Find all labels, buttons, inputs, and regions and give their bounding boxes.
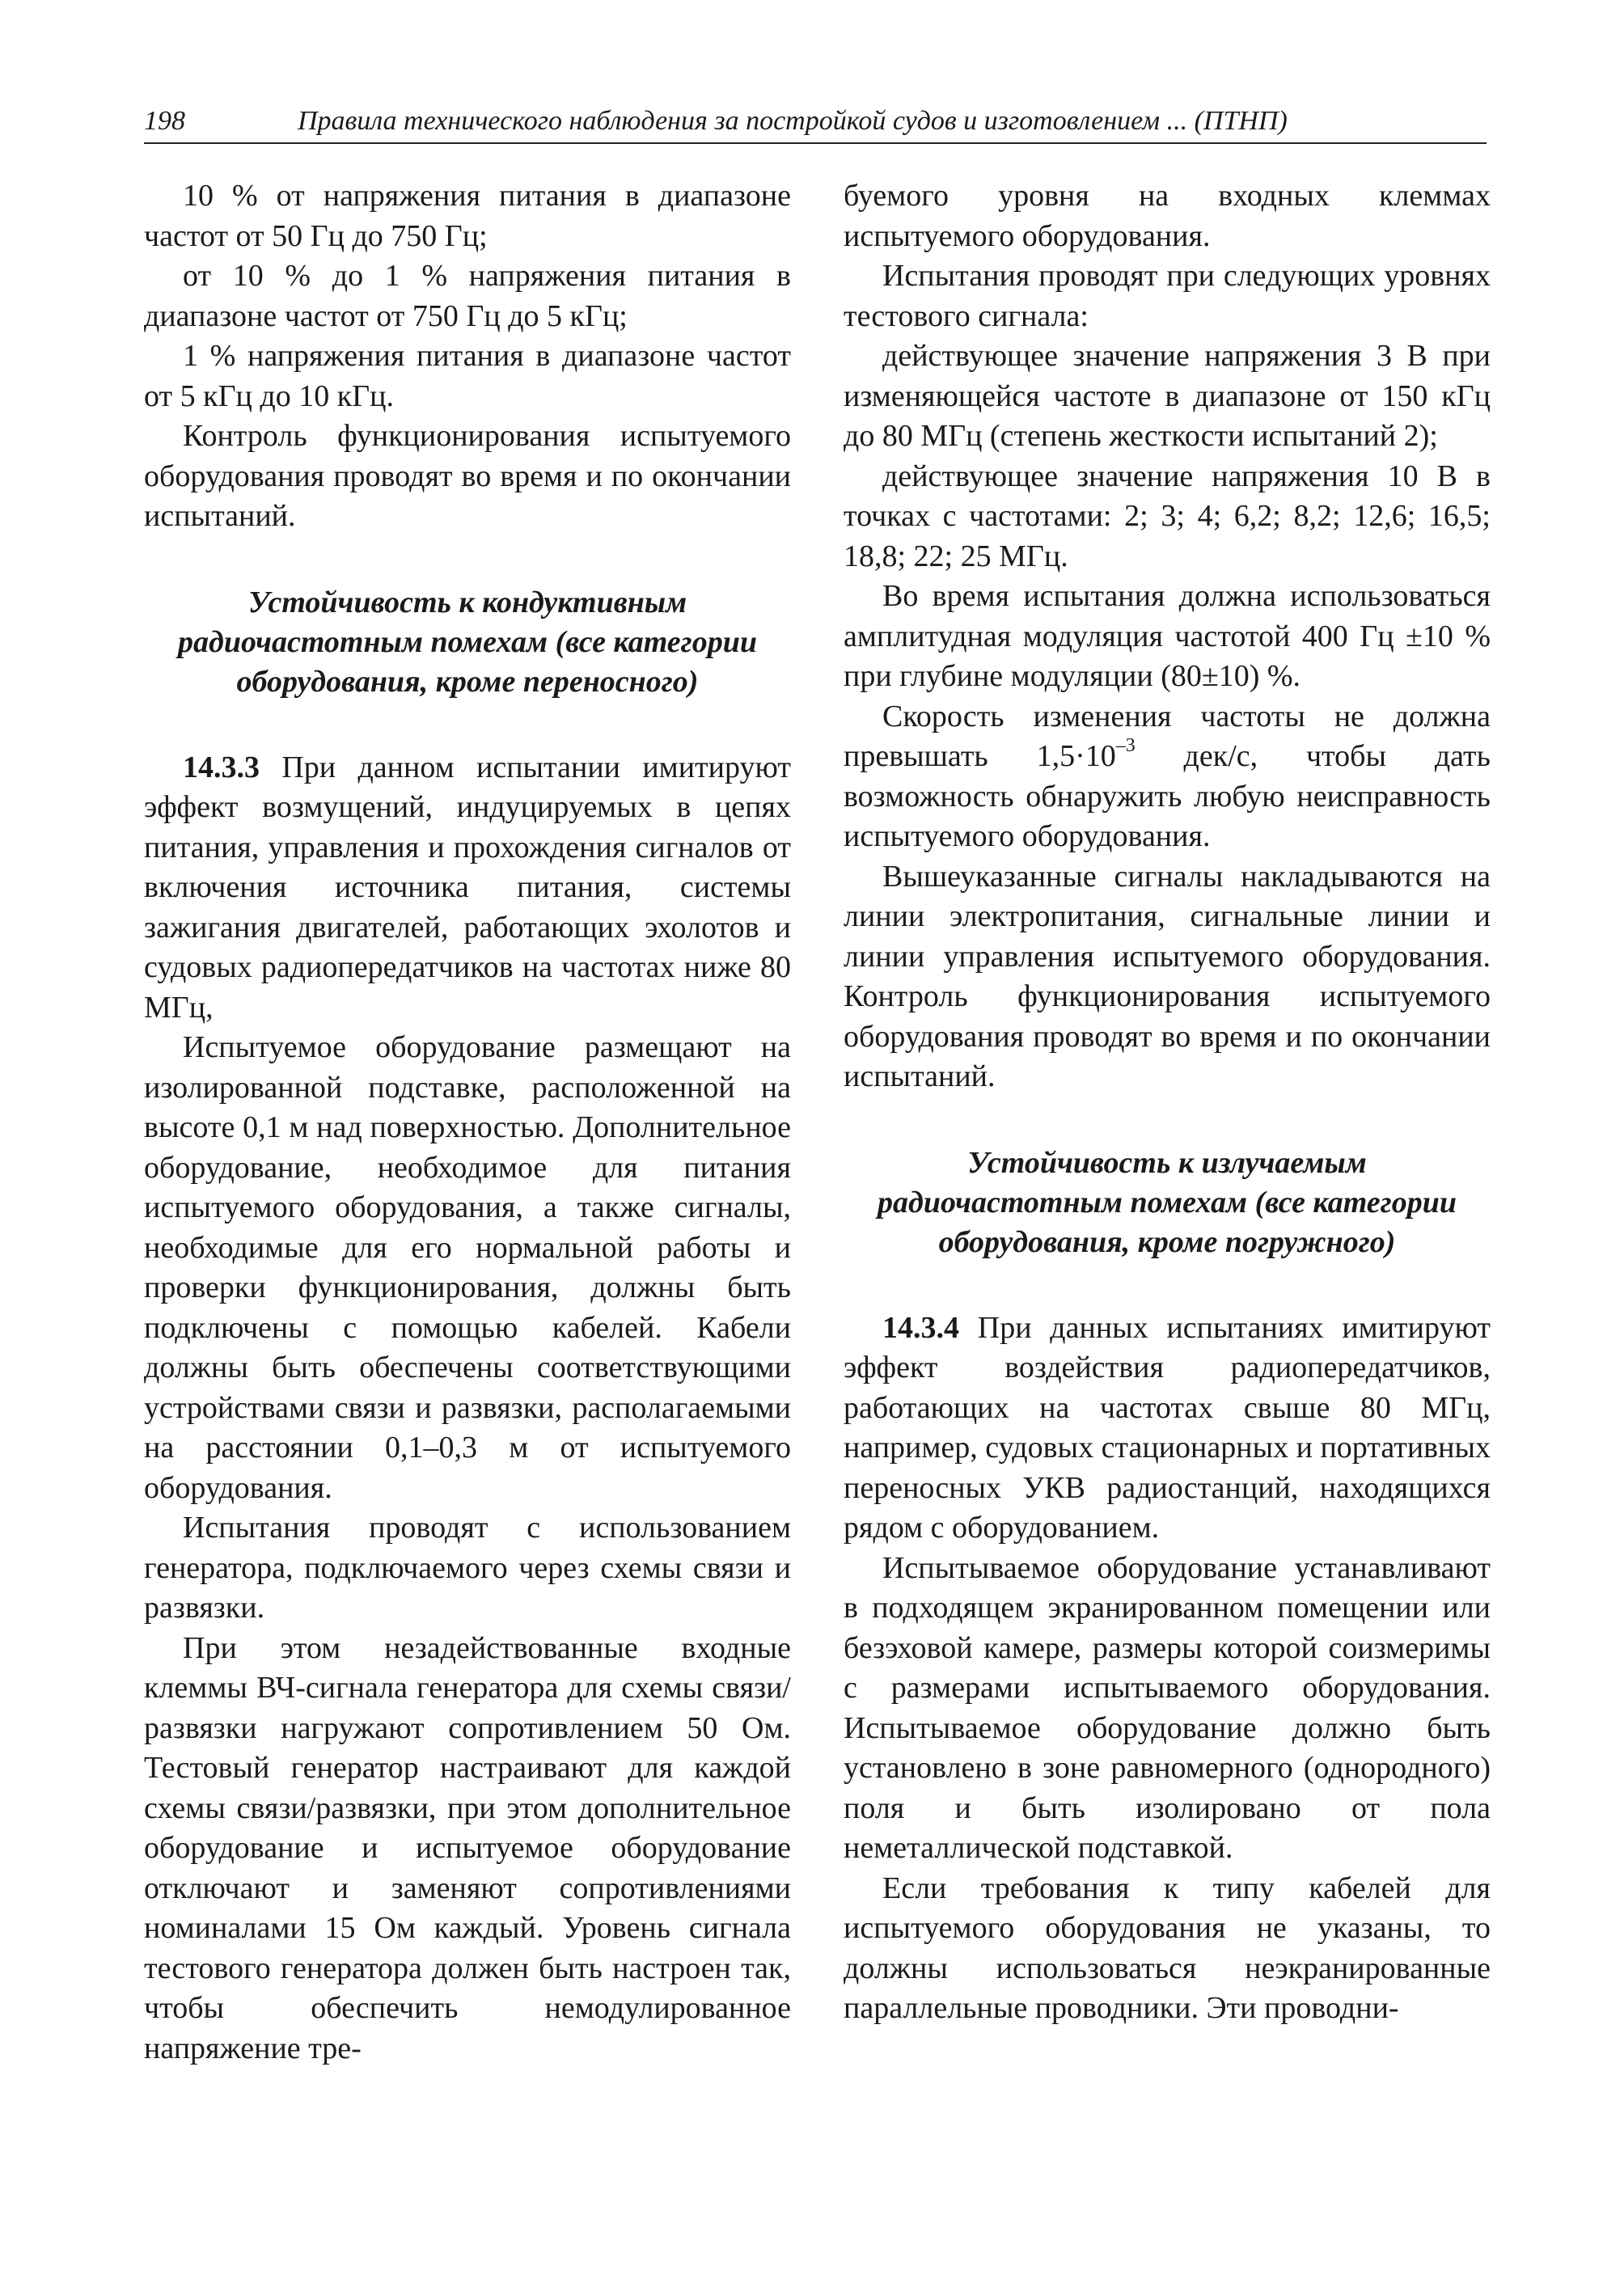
page-number: 198: [144, 106, 185, 136]
paragraph: Скорость изменения частоты не должна превышать $1,5\cdot 10^{-3}$ дек/с, чтобы дать возможность обнаружить любую неисправность испытуемого оборудования.: [844, 699, 1491, 853]
clause-number: 14.3.3: [183, 750, 260, 784]
page-header: [144, 100, 1487, 144]
paragraph: Если требования к типу кабелей для испытуемого оборудования не указаны, то должны использоваться неэкранированные параллельные проводники. Эти проводни-: [844, 1870, 1491, 2025]
paragraph: 10 % от напряжения питания в диапазоне частот от 50 Гц до 750 Гц;: [144, 179, 791, 253]
paragraph: Контроль функционирования испытуемого оборудования проводят во время и по окончании испытаний.: [144, 419, 791, 533]
clause-number: 14.3.4: [882, 1310, 959, 1345]
paragraph: 1 % напряжения питания в диапазоне частот от 5 кГц до 10 кГц.: [144, 339, 791, 413]
clause-paragraph: 14.3.4 При данных испытаниях имитируют эффект воздействия радиопередатчиков, работающих на частотах свыше 80 МГц, например, судовых стационарных и портативных переносных УКВ радиостанций, находящихся рядом с оборудованием.: [844, 1310, 1491, 1545]
paragraph: Испытываемое оборудование устанавливают в подходящем экранированном помещении или безэховой камере, размеры которой соизмеримы с размерами испытываемого оборудования. Испытываемое оборудование должно быть установлено в зоне равномерного (однородного) поля и быть изолировано от пола неметаллической подставкой.: [844, 1550, 1491, 1865]
paragraph: Во время испытания должна использоваться амплитудная модуляция частотой 400 Гц ±10 % при глубине модуляции (80±10) %.: [844, 579, 1491, 693]
section-heading: Устойчивость к кондуктивным радиочастотным помехам (все категории оборудования, кроме переносного): [178, 585, 757, 699]
paragraph: Вышеуказанные сигналы накладываются на линии электропитания, сигнальные линии и линии управления испытуемого оборудования. Контроль функционирования испытуемого оборудования проводят во время и по окончании испытаний.: [844, 859, 1491, 1093]
left-column: [144, 176, 791, 2069]
right-column: [844, 176, 1491, 2029]
running-title: Правила технического наблюдения за постройкой судов и изготовлением ... (ПТНП): [298, 106, 1288, 136]
paragraph: Испытания проводят с использованием генератора, подключаемого через схемы связи и развязки.: [144, 1511, 791, 1625]
paragraph: Испытания проводят при следующих уровнях тестового сигнала:: [844, 259, 1491, 333]
section-heading: Устойчивость к излучаемым радиочастотным помехам (все категории оборудования, кроме погружного): [878, 1145, 1457, 1259]
paragraph: Испытуемое оборудование размещают на изолированной подставке, расположенной на высоте 0,1 м над поверхностью. Дополнительное оборудование, необходимое для питания испытуемого оборудования, а также сигналы, необходимые для его нормальной работы и проверки функционирования, должны быть подключены с помощью кабелей. Кабели должны быть обеспечены соответствующими устройствами связи и развязки, располагаемыми на расстоянии 0,1–0,3 м от испытуемого оборудования.: [144, 1030, 791, 1505]
clause-paragraph: 14.3.3 При данном испытании имитируют эффект возмущений, индуцируемых в цепях питания, управления и прохождения сигналов от включения источника питания, системы зажигания двигателей, работающих эхолотов и судовых радиопередатчиков на частотах ниже 80 МГц,: [144, 750, 791, 1025]
paragraph: действующее значение напряжения 3 В при изменяющейся частоте в диапазоне от 150 кГц до 80 МГц (степень жесткости испытаний 2);: [844, 339, 1491, 453]
paragraph: При этом незадействованные входные клеммы ВЧ-сигнала генератора для схемы связи/развязки нагружают сопротивлением 50 Ом. Тестовый генератор настраивают для каждой схемы связи/развязки, при этом дополнительное оборудование и испытуемое оборудование отключают и заменяют сопротивлениями номиналами 15 Ом каждый. Уровень сигнала тестового генератора должен быть настроен так, чтобы обеспечить немодулированное напряжение тре-: [144, 1630, 791, 2065]
paragraph: от 10 % до 1 % напряжения питания в диапазоне частот от 750 Гц до 5 кГц;: [144, 259, 791, 333]
paragraph: буемого уровня на входных клеммах испытуемого оборудования.: [844, 179, 1491, 253]
paragraph: действующее значение напряжения 10 В в точках с частотами: 2; 3; 4; 6,2; 8,2; 12,6; 16,5; 18,8; 22; 25 МГц.: [844, 459, 1491, 573]
